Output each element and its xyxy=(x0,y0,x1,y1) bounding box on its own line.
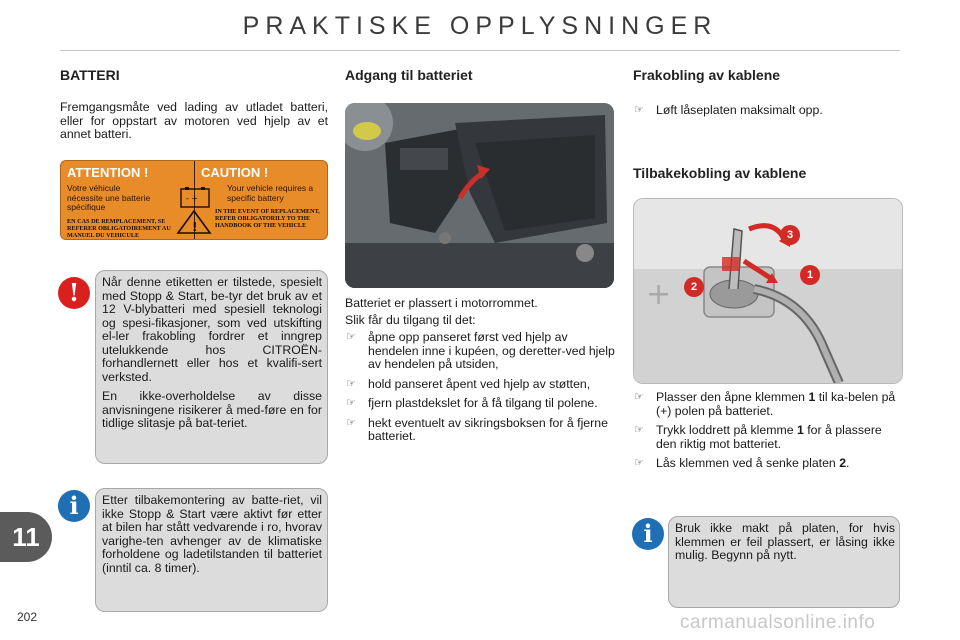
svg-text:+: + xyxy=(646,277,672,312)
label-caution-small: IN THE EVENT OF REPLACEMENT, REFER OBLIGATORILY TO THE HANDBOOK OF THE VEHICLE xyxy=(215,208,320,229)
chapter-tab: 11 xyxy=(0,512,52,562)
diagram-callout-3: 3 xyxy=(780,225,800,245)
label-attention-title: ATTENTION ! xyxy=(67,165,149,180)
reconnect-step: ☞ Trykk loddrett på klemme 1 for å plassere den riktig mot batteriet. xyxy=(634,423,882,451)
warning-note-text xyxy=(102,276,322,437)
info-icon: i xyxy=(632,518,664,550)
hand-pointer-icon: ☞ xyxy=(346,416,356,429)
reconnect-step: ☞ Plasser den åpne klemmen 1 til ka-belen på (+) polen på batteriet. xyxy=(634,390,896,418)
label-caution-title: CAUTION ! xyxy=(201,165,269,180)
clamp-illustration xyxy=(634,199,902,383)
section-heading-access: Adgang til batteriet xyxy=(345,67,473,83)
warning-exclamation-icon: ! xyxy=(58,277,90,309)
intro-paragraph: Fremgangsmåte ved lading av utladet batteri, eller for oppstart av motoren ved hjelp av et annet batteri. xyxy=(60,100,328,141)
page-number: 202 xyxy=(17,610,38,624)
page-title: PRAKTISKE OPPLYSNINGER xyxy=(242,12,718,40)
reconnect-step: ☞ Lås klemmen ved å senke platen 2. xyxy=(634,456,850,470)
diagram-callout-2: 2 xyxy=(684,277,704,297)
disconnect-step: ☞ Løft låseplaten maksimalt opp. xyxy=(634,103,823,117)
restart-info-text: Etter tilbakemontering av batte-riet, vil ikke Stopp & Start være aktivt før etter at bilen har stått vedvarende i ro, hvorav varighe-ten avhenger av de klimatiske forholdene og ladetilstanden til batteriet (inntil ca. 8 timer). xyxy=(102,493,322,575)
battery-warning-label xyxy=(60,160,328,240)
hand-pointer-icon: ☞ xyxy=(346,377,356,390)
hand-pointer-icon: ☞ xyxy=(346,397,356,409)
access-steps-list xyxy=(345,331,615,450)
access-intro-text: Slik får du tilgang til det: xyxy=(345,313,476,327)
section-heading-disconnect: Frakobling av kablene xyxy=(633,67,781,83)
terminal-clamp-diagram xyxy=(633,198,903,384)
disconnect-steps-list xyxy=(633,104,900,124)
svg-text:!: ! xyxy=(192,220,198,234)
title-divider xyxy=(60,50,900,51)
warning-note-paragraph-1: Når denne etiketten er tilstede, spesielt med Stopp & Start, be-tyr det bruk av et 12 V-blybatteri med spesiell teknologi og spesi-fikasjoner, som ved utskifting el-ler frakobling fordrer et inngrep utelukkende hos CITROËN-forhandlernett eller hos et kvalifi-sert verksted. xyxy=(102,275,322,384)
engine-bay-illustration xyxy=(345,103,614,288)
access-step: ☞ åpne opp panseret først ved hjelp av hendelen inne i kupéen, og deretter-ved hjelp av hendelen på utsiden, xyxy=(346,330,615,371)
label-caution-subtitle: Your vehicle requires a specific battery xyxy=(227,183,314,203)
warning-note-paragraph-2: En ikke-overholdelse av disse anvisningene risikerer å med-føre en for tidlige slitasje på bat-teriet. xyxy=(102,389,322,430)
hand-pointer-icon: ☞ xyxy=(634,391,644,403)
svg-text:- +: - + xyxy=(186,194,199,203)
access-step: ☞ hold panseret åpent ved hjelp av støtten, xyxy=(346,376,591,391)
hand-pointer-icon: ☞ xyxy=(634,104,644,116)
hand-pointer-icon: ☞ xyxy=(634,424,644,436)
engine-bay-photo xyxy=(345,103,614,288)
hand-pointer-icon: ☞ xyxy=(346,331,356,343)
battery-location-text: Batteriet er plassert i motorrommet. xyxy=(345,296,538,310)
section-heading-reconnect: Tilbakekobling av kablene xyxy=(633,165,807,181)
section-heading-batteri: BATTERI xyxy=(60,67,120,83)
label-attention-small: EN CAS DE REMPLACEMENT, SE REFERER OBLIGATOIREMENT AU MANUEL DU VEHICULE xyxy=(67,217,171,239)
access-step: ☞ hekt eventuelt av sikringsboksen for å fjerne batteriet. xyxy=(346,415,608,443)
label-attention-subtitle: Votre véhicule nécessite une batterie spécifique xyxy=(67,183,151,212)
access-step: ☞ fjern plastdekslet for å få tilgang til polene. xyxy=(346,396,598,410)
watermark-text: carmanualsonline.info xyxy=(680,612,876,633)
hand-pointer-icon: ☞ xyxy=(634,457,644,469)
info-icon: i xyxy=(58,490,90,522)
force-warning-text: Bruk ikke makt på platen, for hvis klemmen er feil plassert, er låsing ikke mulig. Begynn på nytt. xyxy=(675,521,895,562)
battery-hazard-icon xyxy=(171,187,217,237)
reconnect-steps-list xyxy=(633,391,900,477)
diagram-callout-1: 1 xyxy=(800,265,820,285)
